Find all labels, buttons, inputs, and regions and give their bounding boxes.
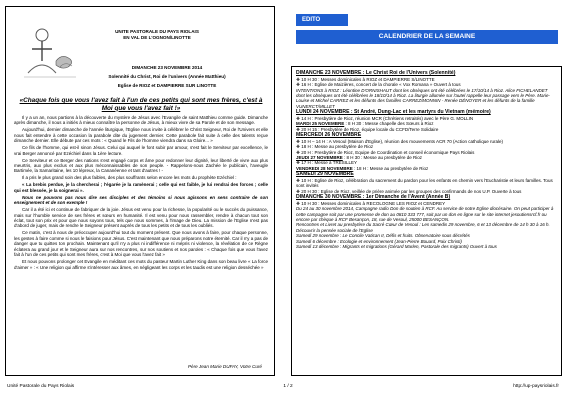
- calendar-day-heading: DIMANCHE 23 NOVEMBRE : Le Christ Roi de l'Univers (Solennité): [296, 69, 456, 76]
- calendar-event: Du 24 au 30 novembre 2014, Campagne radio Don de soutien à RCF. Au service de notre Eglise diocésaine. On peut participer à cette campagne soit par une promesse de don au 0810 333 777, soit par un don en ligne sur le site internet jesoutiensrcf.fr ou encore par chèque à RCF Besançon, 18, rue de Vesoul, 25000 BESANÇON.: [296, 206, 554, 223]
- parish-name: UNITE PASTORALE DU PAYS RIOLAIS: [115, 29, 199, 34]
- feast-line: Solennité du Christ, Roi de l'univers (Année Matthieu): [108, 74, 226, 79]
- calendar-event: ❖ 16 H : Eglise de Maizières, concert de la chorale « Vox Romana » Ouvert à tous: [296, 82, 461, 88]
- edito-button[interactable]: EDITO: [296, 14, 348, 26]
- edito-paragraph: Il a pris le plus grand soin des plus faibles, des plus souffrants selon encore les mots du prophète Ezéchiel :: [22, 175, 237, 181]
- date-line: DIMANCHE 23 NOVEMBRE 2014: [131, 65, 203, 70]
- edito-paragraph: « La brebis perdue, je la chercherai ; l'égarée je la ramènerai ; celle qui est faible, je lui rendrai des forces ; celle qui est blessée, je la soignerai ».: [14, 182, 268, 193]
- calendar-event: Samedi 29 novembre : Le Concile Vatican II, Défis et fruits. Observatoire sous décrétés: [296, 233, 470, 239]
- christ-king-emblem-icon: [20, 21, 80, 79]
- calendar-day-heading: SAMEDI 29 NOVEMBRE: [296, 171, 354, 177]
- page-footer: [5, 384, 561, 394]
- calendar-day-event: : 18 H : Messe au presbytère de Rioz: [352, 165, 429, 171]
- calendar-event: ❖ 10 H – 14 H : A Vesoul (Maison d'Eglise), réunion des mouvements ACR 70 (Action catholique rurale): [296, 138, 503, 144]
- edito-body: [14, 115, 268, 272]
- calendar-day-event: : 8 H 30 : Messe au presbytère de Rioz: [342, 154, 423, 160]
- calendar-banner: CALENDRIER DE LA SEMAINE: [296, 30, 558, 44]
- calendar-event: ❖ 17 H : Messe à TRESILLEY: [296, 160, 357, 166]
- edito-paragraph: Car il a été ici et continue de fabriquer de la joie. Jésus est venu pour la richesse, la popularité ou le succès du puissance, mais sur l'humble service de ses frères et sœurs en humanité. Il est venu pour nous rassembler, rendre à chacun tout son éclat, tout son prix et pour que nous soyons tous, tels que nous sommes, à l'image de Dieu. La mission de l'Eglise n'est pas d'abord de juger, mais de rendre le Seigneur présent auprès de tous les petits et de tous les oubliés.: [14, 207, 268, 229]
- edito-panel: [5, 6, 275, 376]
- calendar-day-heading: MARDI 25 NOVEMBRE: [296, 121, 345, 127]
- edito-paragraph: Aujourd'hui, dernier dimanche de l'année liturgique, l'Eglise nous invite à célébrer le Christ Seigneur, Roi de l'Univers et elle nous fait entendre à cette occasion la parabole dite du jugement dernier. Cette parabole fait suite à celle des talents reçue dimanche dernier. Elle débute par ces mots : « Quand le Fils de l'homme viendra dans sa Gloire... »: [14, 127, 268, 144]
- signature: Père Jean Marie DUFAY, Votre Curé: [187, 364, 262, 369]
- calendar-panel: [291, 66, 562, 376]
- gospel-quote: «Chaque fois que vous l'avez fait à l'un de ces petits qui sont mes frères, c'est à Moi que vous l'avez fait !»: [19, 97, 263, 112]
- calendar-day-heading: LUNDI 24 NOVEMBRE : St André, Dung-Lac et les martyrs du Vietnam (mémoire): [296, 108, 491, 115]
- page-number: 1 / 2: [283, 384, 293, 389]
- footer-organization: Unité Pastorale du Pays Riolais: [7, 384, 75, 389]
- edito-paragraph: Nous ne pouvons pas nous dire ses disciples et des témoins si nous agissons en sens contraire de son enseignement et de son exemple !: [14, 194, 268, 206]
- calendar-event: Samedi 13 décembre : Migrants et migrations (Gérard Marlen, Pastorale des migrants) Ouvert à tous: [296, 244, 497, 250]
- calendar-event: Samedi 6 décembre : Ecologie et environnement (Jean-Pierre Bouard, Paix Christi): [296, 238, 462, 244]
- calendar-day-heading: DIMANCHE 30 NOVEMBRE : 1er Dimanche de l'Avent (Année B): [296, 193, 451, 200]
- church-line: Eglise de RIOZ et DAMPIERRE SUR LINOTTE: [117, 83, 217, 88]
- liturgy-info: [92, 65, 242, 89]
- calendar-day-heading: VENDREDI 28 NOVEMBRE: [296, 165, 353, 171]
- parish-subtitle: EN VAL DE L'OGNON/LINOTTE: [123, 35, 191, 40]
- calendar-event: INTENTIONS à RIOZ : Léontine D'ORNISHAUT dont les obsèques ont été célébrées le 17/10/14 à Rioz. Alice FICHELANDET dont les obsèques ont été célébrées le 18/10/14 à Rioz. La liturgie allumée sur l'autel rappelle leur passage vers le Père. Marie-Louise et Michel CARREZ et les défunts des familles CARREZ/MONNIN - Renée DÉNOYER et les défunts de la famille VUNERCT/MILLET: [296, 87, 551, 109]
- calendar-event: ❖ 10 H 30 : Messes dominicales à RECOLOGNE LES RIOZ et CENDREY: [296, 200, 446, 206]
- parish-header: [92, 29, 222, 41]
- edito-paragraph: Il y a un an, nous partions à la découverte du mystère de Jésus avec l'Evangile de saint Matthieu comme guide. Dimanche après dimanche, il nous a initiés à mieux connaître la personne de Jésus, à mieux vivre de sa Parole et de son message.: [14, 115, 268, 126]
- calendar-event: ❖ 18 H : Messe au presbytère de Rioz: [296, 144, 374, 150]
- calendar-event: ❖ 20 H : Presbytère de Rioz, Equipe de Coordination et conseil économique Pays Riolais: [296, 149, 475, 155]
- edito-paragraph: Ce matin, c'est à nous de préoccuper aujourd'hui tout du moment présent. Que nous avons à faire, pour chaque personne, les gestes à faire comme si nous le faisions pour Jésus. C'est maintenant que nous préparons notre éternité. Car il n'y a pas de danger que tu quittes ton prochain. Maintenant qu'il n'y a plus ni indifférence ni mépris ni violence, la révélation de ce Règne éclatera au grand jour et le Seigneur aura sur nos rencontres, sur nos soutiens et nos paroles : « Chaque fois que vous l'avez fait à l'un de ces petits qui sont mes frères, c'est à Moi que vous l'avez fait »: [14, 230, 268, 258]
- calendar-day-heading: MERCREDI 26 NOVEMBRE: [296, 131, 362, 138]
- calendar-day-event: : 8 H 30 : Messe chapelle des Sœurs à Rioz: [344, 121, 434, 127]
- calendar-event: ❖ 20 H 15 : Presbytère de Rioz, équipe locale du CCFD/Terre Solidaire: [296, 126, 439, 132]
- calendar-list: [296, 71, 557, 250]
- website-link[interactable]: http://up-paysriolais.fr: [513, 384, 559, 389]
- calendar-event: ❖ 10 H : Eglise de Rioz, célébration du sacrement du pardon pour les enfants en chemin vers l'Eucharistie et leurs familles. Tous sont invités: [296, 177, 553, 189]
- calendar-event: ❖ 14 H : Presbytère de Rioz, réunion MCR (Chrétiens retraités) avec le Père G. MOLLIN: [296, 115, 474, 121]
- edito-paragraph: Ce Serviteur et ce Berger des nations s'est engagé corps et âme pour redonner leur dignité, leur liberté de vivre aux plus meurtris, aux plus exclus et aux plus méconnaissables de son peuple. - Rappelons-nous Zachée le publicain, l'aveugle Bartimée, la Samaritaine, les 10 lépreux, la Cananéenne et tant d'autres ! -: [14, 157, 268, 174]
- calendar-event: Rencontres et Livret au presbytère du Sacré Cœur de Vesoul : Les samedis 29 novembre, 6 et 13 décembre de 14 h 30 à 16 h. Découvrir la pensée sociale de l'Eglise: [296, 222, 550, 233]
- edito-paragraph: Ce fils de l'homme, qui est-il sinon Jésus. Celui qui auquel le font subir par amour, s'est fait le Serviteur par excellence, le vrai Berger annoncé par Ezéchiel dans la 1ère lecture.: [14, 145, 268, 156]
- calendar-day-heading: JEUDI 27 NOVEMBRE: [296, 154, 343, 160]
- calendar-event: ❖ 20 H 30 : Eglise de Rioz, veillée de prière animée par les groupes des confirmands de nos U.P. Ouverte à tous: [296, 188, 522, 194]
- edito-paragraph: Et nous pouvons prolonger cet Evangile en méditant ces mots du pasteur Martin Luther King dans son beau livre « La force d'aimer » : « Une religion qui affirme s'intéresser aux âmes, en négligeant les corps et les taudis est une religion desséchée »: [14, 259, 268, 270]
- calendar-event: ❖ 10 H 30 : Messes dominicales à RIOZ et DAMPIERRE S/LINOTTE: [296, 76, 435, 82]
